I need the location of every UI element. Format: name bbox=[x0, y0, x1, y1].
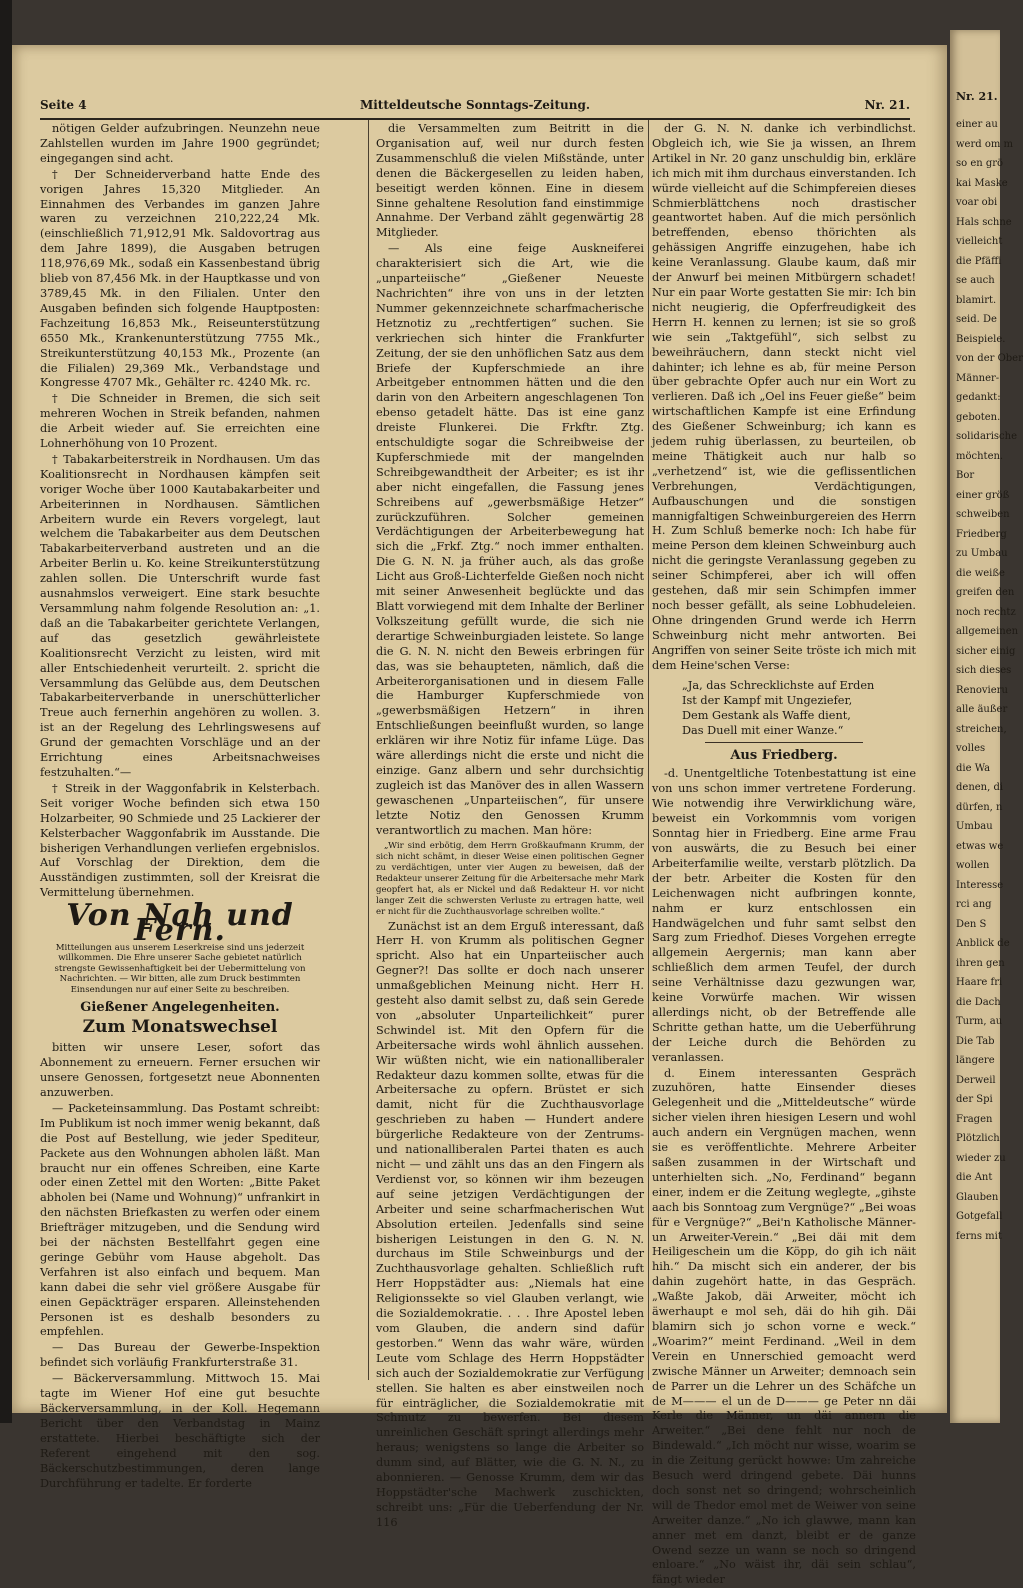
article-paragraph: † Tabakarbeiterstreik in Nordhausen. Um das Koalitionsrecht in Nordhausen kämpfen seit voriger Woche über 1000 Kautabakarbeiter und Arbeiterinnen in Nordhausen. Sämtlichen Arbeitern wurde ein Revers vorgelegt, laut welchem die Tabakarbeiter aus dem Deutschen Tabakarbeiterverband austreten und an die Arbeiter Berlin u. Ko. keine Streikunterstützung zahlen sollen. Die Unterschrift wurde fast ausnahmslos verweigert. Eine stark besuchte Versammlung nahm folgende Resolution an: „1. daß an die Tabakarbeiter gerichtete Verlangen, auf das gesetzlich gewährleistete Koalitionsrecht Verzicht zu leisten, wird mit aller Entschiedenheit verurteilt. 2. spricht die Versammlung das Gelübde aus, dem Deutschen Tabakarbeiterverbande in unerschütterlicher Treue auch fernerhin angehören zu wollen. 3. ist an der Regelung des Lehrlingswesens auf Grund der gemachten Vorschläge und an der Errichtung eines Arbeitsnachweises festzuhalten.“— bbox=[40, 452, 320, 779]
page-header bbox=[40, 98, 910, 118]
column-1 bbox=[40, 122, 320, 1490]
adjacent-page-line: Bor bbox=[956, 470, 975, 481]
article-paragraph: -d. Unentgeltliche Totenbestattung ist eine von uns schon immer vertretene Forderung. Wie notwendig ihre Verwirklichung wäre, beweist ein Vorkommnis vom vorigen Sonntag hier in Friedberg. Eine arme Frau von auswärts, die zu Besuch bei einer Arbeiterfamilie weilte, verstarb plötzlich. Da der betr. Arbeiter die Kosten für den Leichenwagen nicht aufbringen konnte, nahm er kurz entschlossen ein Handwägelchen und fuhr samt selbst den Sarg zum Friedhof. Dieses Vorgehen erregte allgemein Aergernis; man kann aber schließlich dem armen Teufel, der durch seine Verhältnisse dazu gezwungen war, keine Vorwürfe machen. Wir wissen allerdings nicht, ob der Betreffende alle Schritte gethan hatte, um die Ueberführung der Leiche durch die Behörden zu veranlassen. bbox=[652, 767, 916, 1064]
column-2 bbox=[376, 122, 644, 1529]
adjacent-page-line: werd om m bbox=[956, 138, 1014, 150]
page-number: Seite 4 bbox=[40, 98, 87, 112]
adjacent-page-line: alle äußer bbox=[956, 704, 1008, 715]
adjacent-page-line: die Pfäffi bbox=[956, 255, 1002, 267]
adjacent-page-line: ihren gen bbox=[956, 957, 1005, 969]
adjacent-page-line: Plötzlich bbox=[956, 1133, 1000, 1144]
adjacent-page-line: zu Umbau bbox=[956, 548, 1008, 559]
adjacent-page-line: streichen, bbox=[956, 723, 1007, 735]
adjacent-page-line: greifen den bbox=[956, 587, 1015, 598]
adjacent-page-text bbox=[956, 115, 1023, 1246]
article-paragraph: nötigen Gelder aufzubringen. Neunzehn neue Zahlstellen wurden im Jahre 1900 gegründet; eingegangen sind acht. bbox=[40, 122, 320, 165]
verse-line: „Ja, das Schrecklichste auf Erden bbox=[682, 678, 875, 692]
adjacent-page-line: Umbau bbox=[956, 821, 993, 832]
newspaper-title: Mitteldeutsche Sonntags-Zeitung. bbox=[359, 98, 591, 112]
adjacent-page-line: von der Ober bbox=[956, 353, 1023, 364]
adjacent-page-line: geboten. bbox=[956, 411, 1001, 423]
article-paragraph: — Als eine feige Auskneiferei charakterisiert sich die Art, wie die „unparteiische“ „Gießener Neueste Nachrichten“ ihre von uns in der letzten Nummer gekennzeichnete scharfmacherische Hetznotiz zu „rechtfertigen“ suchen. Sie verkriechen sich hinter die Frankfurter Zeitung, der sie den unhöflichen Satz aus dem Briefe der Kupferschmiede an ihre Arbeitgeber entnommen hätten und die den darin von den Arbeitern angeschlagenen Ton ebenso getadelt hätte. Das ist eine ganz dreiste Flunkerei. Die Frkftr. Ztg. entschuldigte sogar die Schreibweise der Kupferschmiede mit der mangelnden Schreibgewandtheit der Arbeiter; es ist ihr aber nicht eingefallen, die Fassung jenes Schreibens auf „gewerbsmäßige Hetzer“ zurückzuführen. Solcher gemeinen Verdächtigungen der Arbeiterbewegung hat sich die „Frkf. Ztg.“ noch immer enthalten. Die G. N. N. ja früher auch, als das große Licht aus Groß-Lichterfelde Gießen noch nicht mit seiner Anwesenheit beglückte und das Blatt vorwiegend mit dem Inhalte der Berliner Volkszeitung gefüllt wurde, die sich nie derartige Schweinburgiaden leistete. So lange die G. N. N. nicht den Beweis erbringen für das, was sie behaupteten, nämlich, daß die Arbeiterorganisationen und in diesem Falle die Hamburger Kupferschmiede von „gewerbsmäßigen Hetzern“ in ihren Entschließungen beeinflußt wurden, so lange erklären wir ihre Notiz für infame Lüge. Das wäre allerdings nicht die erste und nicht die einzige. Ganz albern und sehr durchsichtig zugleich ist das Manöver des in allen Wassern gewaschenen „Unparteiischen“, für unsere letzte Notiz den Genossen Krumm verantwortlich zu machen. Man höre: bbox=[376, 242, 644, 837]
adjacent-page-line: Die Tab bbox=[956, 1035, 995, 1047]
article-paragraph: † Streik in der Waggonfabrik in Kelsterbach. Seit voriger Woche befinden sich etwa 150 Holzarbeiter, 90 Schmiede und 25 Lackierer der Kelsterbacher Waggonfabrik im Ausstande. Die bisherigen Verhandlungen verliefen ergebnislos. Auf Vorschlag der Direktion, dem die Ausständigen zustimmten, soll der Kreisrat die Vermittelung übernehmen. bbox=[40, 781, 320, 900]
section-heading: Aus Friedberg. bbox=[730, 747, 838, 763]
header-rule bbox=[40, 118, 910, 120]
adjacent-page-line: gedankt: bbox=[956, 392, 1001, 403]
adjacent-page-line: rci ang bbox=[956, 899, 992, 910]
adjacent-page-line: Männer- bbox=[956, 372, 1000, 384]
article-paragraph: Zunächst ist an dem Erguß interessant, daß Herr H. von Krumm als politischen Gegner spricht. Also hat ein Unparteiischer auch Gegner?! Das sollte er doch nach unserer unmaßgeblichen Meinung nicht. Herr H. gesteht also damit selbst zu, daß sein Gerede von „absoluter Unparteilichkeit“ purer Schwindel ist. Mit den Opfern für die Arbeitersache wirds wohl ähnlich aussehen. Wir wüßten nicht, wie ein nationalliberaler Redakteur dazu kommen sollte, etwas für die Arbeitersache zu opfern. Brüstet er sich damit, nicht für die Zuchthausvorlage geschrieben zu haben — Hundert andere bürgerliche Redakteure von der Zentrums- und nationalliberalen Partei thaten es auch nicht — und zählt uns das an den Fingern als Verdienst vor, so können wir ihm bezeugen auf seine jetzigen Verdächtigungen der Arbeiter und seine scharfmacherischen Wut Absolution erteilen. Jedenfalls sind seine bisherigen Leistungen in den G. N. N. durchaus im Stile Schweinburgs und der Zuchthausvorlage gehalten. Schließlich ruft Herr Hoppstädter aus: „Niemals hat eine Religionssekte so viel Glauben verlangt, wie die Sozialdemokratie. . . . Ihre Apostel leben vom Glauben, die andern sind dafür gestorben.“ Wenn das wahr wäre, würden Leute vom Schlage des Herrn Hoppstädter sich auch der Sozialdemokratie zur Verfügung stellen. Sie halten es aber einstweilen noch für einträglicher, die Sozialdemokratie mit Schmutz zu bewerfen. Bei diesem unreinlichen Geschäft springt allerdings mehr heraus; wenigstens so lange die Arbeiter so dumm sind, auf Blätter, wie die G. N. N., zu abonnieren. — Genosse Krumm, dem wir das Hoppstädter'sche Machwerk zuschickten, schreibt uns: „Für die Ueberfendung der Nr. 116 bbox=[376, 919, 644, 1529]
adjacent-page-line: Glauben bbox=[956, 1191, 999, 1203]
article-paragraph: d. Einem interessanten Gespräch zuzuhören, hatte Einsender dieses Gelegenheit und die „Mitteldeutsche“ würde sicher vielen ihren hiesigen Lesern und wohl auch andern ein Vergnügen machen, wenn sie es veröffentlichte. Mehrere Arbeiter saßen zusammen in der Wirtschaft und unterhielten sich. „No, Ferdinand“ begann einer, indem er die Zeitung weglegte, „gihste aach bis Sonntoag zum Vergnüge?“ „Bei woas für e Vergnüge?“ „Bei'n Katholische Männer- un Arweiter-Verein.“ „Bei däi mit dem Heiligeschein um die Köpp, do gih ich näit hih.“ Da mischt sich ein anderer, der bis dahin zugehört hatte, in das Gespräch. „Waßte Jakob, däi Arweiter, möcht ich äwerhaupt e mol seh, däi do hih gih. Däi blamirn sich jo schon vorne e weck.“ „Woarim?“ meint Ferdinand. „Weil in dem Verein en Unnerschied gemoacht werd zwische Männer un Arweiter; demnoach sein de Parrer un die Lehrer un des Schäfche un de M——— el un de D——— ge Peter nn däi Kerle die Männer, un däi annern die Arweiter.“ „Bei dene fehlt nur noch de Bindewald.“ „Ich möcht nur wisse, woarim se in die Zeitung gerückt howwe: Um zahreiche Besuch werd dringend gebete. Däi hunns doch sonst net so dringend; wohrscheinlich will de Thedor emol met de Weiwer von seine Arweiter danze.“ „No ich glawwe, mann kan anner met em danzt, bleibt er de ganze Owend sezze un wann se noch so dringend enloare.“ „No wäist ihr, däi sein schlau“, fängt wieder bbox=[652, 1066, 916, 1587]
adjacent-page-line: dürfen, n bbox=[956, 801, 1003, 813]
verse-line: Dem Gestank als Waffe dient, bbox=[682, 708, 851, 722]
adjacent-page-line: längere bbox=[956, 1055, 995, 1066]
adjacent-page-line: die Ant bbox=[956, 1172, 993, 1183]
column-3 bbox=[652, 122, 916, 1587]
adjacent-page-line: se auch bbox=[956, 275, 995, 286]
adjacent-page-line: schweiben bbox=[956, 509, 1010, 520]
adjacent-page-line: kai Maske bbox=[956, 177, 1008, 189]
adjacent-page-line: Den S bbox=[956, 918, 987, 930]
adjacent-page-line: Beispiele. bbox=[956, 333, 1006, 345]
adjacent-page-line: wollen bbox=[956, 860, 990, 871]
article-paragraph: bitten wir unsere Leser, sofort das Abonnement zu erneuern. Ferner ersuchen wir unsere Genossen, fortgesetzt neue Abonnenten anzuwerben. bbox=[40, 1041, 320, 1099]
adjacent-page-line: möchten. bbox=[956, 450, 1004, 462]
adjacent-page-line: denen, di bbox=[956, 782, 1004, 793]
adjacent-page-line: solidarische bbox=[956, 431, 1017, 442]
adjacent-page-line: Renovieru bbox=[956, 684, 1008, 696]
adjacent-page-line: wieder zu bbox=[956, 1152, 1006, 1164]
adjacent-page bbox=[950, 30, 1023, 1423]
adjacent-page-line: einer größ bbox=[956, 489, 1010, 501]
quoted-passage: „Wir sind erbötig, dem Herrn Großkaufmann Krumm, der sich nicht schämt, in dieser Weise einen politischen Gegner zu verdächtigen, unter vier Augen zu beweisen, daß der Redakteur unserer Zeitung für die Arbeitersache mehr Mark geopfert hat, als er Nickel und daß Redakteur H. vor nicht langer Zeit die schwersten Verluste zu ertragen hatte, weil er nicht für die Zuchthausvorlage schreiben wollte.“ bbox=[376, 840, 644, 917]
adjacent-page-line: Derweil bbox=[956, 1074, 996, 1086]
verse-line: Das Duell mit einer Wanze.“ bbox=[682, 723, 844, 737]
poem-verse bbox=[652, 678, 916, 738]
adjacent-page-line: die weiße bbox=[956, 567, 1005, 579]
adjacent-page-line: Haare fri bbox=[956, 977, 1003, 988]
issue-number: Nr. 21. bbox=[864, 98, 910, 112]
adjacent-page-line: voar obi bbox=[956, 197, 998, 208]
section-divider bbox=[705, 742, 863, 743]
adjacent-page-line: die Wa bbox=[956, 762, 991, 774]
column-divider bbox=[648, 120, 649, 1380]
adjacent-page-line: der Spi bbox=[956, 1094, 993, 1105]
adjacent-page-line: so en grö bbox=[956, 158, 1004, 169]
article-paragraph: der G. N. N. danke ich verbindlichst. Obgleich ich, wie Sie ja wissen, an Ihrem Artikel in Nr. 20 ganz unschuldig bin, erkläre ich mich mit ihm durchaus einverstanden. Ich würde vielleicht auf die Schimpfereien dieses Schmierblättchens noch drastischer geantwortet haben. Auf die mich persönlich betreffenden, ebenso thörichten als gehässigen Angriffe einzugehen, habe ich keine Veranlassung. Glaube kaum, daß mir der Anwurf bei meinen Mitbürgern schadet! Nur ein paar Worte gestatten Sie mir: Ich bin nicht neugierig, die Opferfreudigkeit des Herrn H. kennen zu lernen; ist sie so groß wie sein „Taktgefühl“, sich selbst zu beweihräuchern, dann steckt nicht viel dahinter; ich lehne es ab, für meine Person über gebrachte Opfer auch nur ein Wort zu verlieren. Daß ich „Oel ins Feuer gieße“ beim wirtschaftlichen Kampfe ist eine Erfindung des Gießener Schweinburg; ich kann es jedem ruhig überlassen, zu beurteilen, ob meine Thätigkeit auch nur halb so „verhetzend“ ist, wie die geflissentlichen Verbrehungen, Verdächtigungen, Aufbauschungen und die sonstigen mannigfaltigen Schweinburgereien des Herrn H. Zum Schluß bemerke noch: Ich habe für meine Person dem kleinen Schweinburg auch nicht die geringste Veranlassung gegeben zu seiner Schimpferei, aber ich will offen gestehen, daß mir sein Schimpfen immer noch besser gefällt, als seine Lobhudeleien. Ohne dringenden Grund werde ich Herrn Schweinburg nicht mehr antworten. Bei Angriffen von seiner Seite tröste ich mich mit dem Heine'schen Verse: bbox=[652, 122, 916, 672]
adjacent-page-line: die Dach bbox=[956, 996, 1001, 1008]
adjacent-page-line: sicher einig bbox=[956, 645, 1016, 657]
adjacent-page-line: sich dieses bbox=[956, 665, 1012, 676]
article-paragraph: die Versammelten zum Beitritt in die Organisation auf, weil nur durch festen Zusammenschluß die vielen Mißstände, unter denen die Bäckergesellen zu leiden haben, beseitigt werden können. Eine in diesem Sinne gehaltene Resolution fand einstimmige Annahme. Der Verband zählt gegenwärtig 28 Mitglieder. bbox=[376, 122, 644, 240]
adjacent-page-line: Interesse bbox=[956, 879, 1004, 891]
masthead-note: Mitteilungen aus unserem Leserkreise sind uns jederzeit willkommen. Die Ehre unserer Sache gebietet natürlich strengste Gewissenhaftigkeit bei der Uebermittelung von Nachrichten. — Wir bitten, alle zum Druck bestimmten Einsendungen nur auf einer Seite zu beschreiben. bbox=[54, 942, 306, 995]
article-paragraph: † Die Schneider in Bremen, die sich seit mehreren Wochen in Streik befanden, nahmen die Arbeit wieder auf. Sie erreichten eine Lohnerhöhung von 10 Prozent. bbox=[40, 392, 320, 451]
adjacent-page-line: einer au bbox=[956, 119, 998, 130]
adjacent-page-line: allgemeinen bbox=[956, 626, 1019, 637]
article-paragraph: — Packeteinsammlung. Das Postamt schreibt: Im Publikum ist noch immer wenig bekannt, daß die Post auf Bestellung, wie jeder Spediteur, Packete aus den Wohnungen abholen läßt. Man braucht nur ein offenes Schreiben, eine Karte oder einen Zettel mit den Worten: „Bitte Paket abholen bei (Name und Wohnung)“ unfrankirt in den nächsten Briefkasten zu werfen oder einem Briefträger mitzugeben, und die Sendung wird bei der nächsten Bestellfahrt gegen eine geringe Gebühr vom Hause abgeholt. Das Verfahren ist also einfach und bequem. Man kann dabei die sehr viel größere Ausgabe für einen Gepäckträger ersparen. Alleinstehenden Personen ist es deshalb besonders zu empfehlen. bbox=[40, 1101, 320, 1339]
adjacent-page-line: Hals schne bbox=[956, 216, 1012, 228]
article-paragraph: — Das Bureau der Gewerbe-Inspektion befindet sich vorläufig Frankfurterstraße 31. bbox=[40, 1341, 320, 1370]
adjacent-page-line: vielleicht bbox=[956, 236, 1003, 247]
section-heading: Gießener Angelegenheiten. bbox=[80, 1000, 280, 1016]
adjacent-page-line: blamirt. bbox=[956, 294, 997, 306]
section-masthead: Von Nah und Fern. bbox=[66, 898, 294, 949]
article-paragraph: † Der Schneiderverband hatte Ende des vorigen Jahres 15,320 Mitglieder. An Einnahmen des Verbandes im ganzen Jahre waren zu verzeichnen 210,222,24 Mk. (einschließlich 71,912,91 Mk. Saldovortrag aus dem Jahre 1899), die Ausgaben betrugen 118,976,69 Mk., sodaß ein Kassenbestand übrig blieb von 87,456 Mk. in der Hauptkasse und von 3789,45 Mk. in den Filialen. Unter den Ausgaben befinden sich folgende Hauptposten: Fachzeitung 16,853 Mk., Reiseunterstützung 6550 Mk., Krankenunterstützung 7755 Mk., Streikunterstützung 40,153 Mk., Prozente (an die Filialen) 29,369 Mk., Verbandstage und Kongresse 4707 Mk., Gehälter rc. 4240 Mk. rc. bbox=[40, 167, 320, 390]
adjacent-page-line: Anblick de bbox=[956, 938, 1010, 949]
adjacent-page-line: Gotgefall bbox=[956, 1211, 1003, 1222]
adjacent-page-line: Turm, au bbox=[956, 1016, 1003, 1027]
adjacent-page-header: Nr. 21. bbox=[956, 90, 998, 103]
column-divider bbox=[368, 120, 369, 1380]
adjacent-page-line: volles bbox=[956, 743, 986, 754]
adjacent-page-line: seid. De bbox=[956, 314, 997, 325]
adjacent-page-line: Fragen bbox=[956, 1113, 993, 1125]
article-paragraph: — Bäckerversammlung. Mittwoch 15. Mai tagte im Wiener Hof eine gut besuchte Bäckerversammlung, in der Koll. Hegemann Bericht über den Verbandstag in Mainz erstattete. Hierbei beschäftigte sich der Referent eingehend mit den sog. Bäckerschutzbestimmungen, deren lange Durchführung er tadelte. Er forderte bbox=[40, 1372, 320, 1490]
adjacent-page-line: etwas we bbox=[956, 840, 1004, 852]
adjacent-page-line: noch rechtz bbox=[956, 606, 1016, 618]
article-heading: Zum Monatswechsel bbox=[82, 1017, 278, 1038]
adjacent-page-line: Friedberg bbox=[956, 528, 1007, 540]
adjacent-page-line: ferns mit bbox=[956, 1230, 1002, 1242]
verse-line: Ist der Kampf mit Ungeziefer, bbox=[682, 693, 853, 707]
book-binding bbox=[0, 0, 12, 1423]
